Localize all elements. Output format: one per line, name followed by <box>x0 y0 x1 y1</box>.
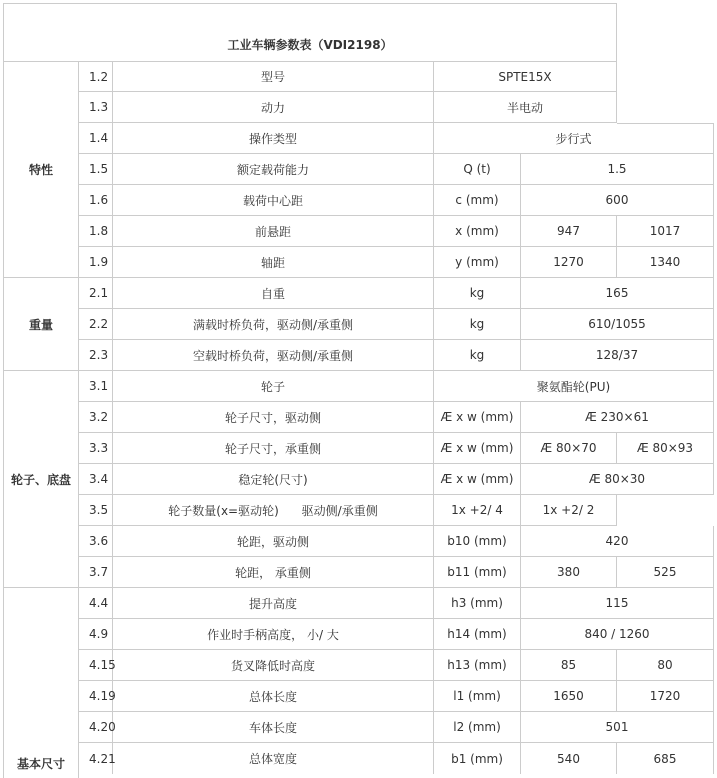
row-unit: 聚氨酯轮(PU) <box>434 371 714 402</box>
row-item-label: 作业时手柄高度， 小/ 大 <box>113 619 434 650</box>
row-number: 2.1 <box>79 278 113 309</box>
row-value: 1720 <box>617 681 714 712</box>
row-unit: c (mm) <box>434 185 521 216</box>
row-number: 3.4 <box>79 464 113 495</box>
row-unit: 1x +2/ 4 <box>434 495 521 526</box>
row-item-label: 载荷中心距 <box>113 185 434 216</box>
row-item-label: 总体宽度 <box>113 743 434 774</box>
row-item-label: 操作类型 <box>113 123 434 154</box>
row-number: 3.3 <box>79 433 113 464</box>
row-value: 1.5 <box>521 154 714 185</box>
row-value: Æ 80×70 <box>521 433 617 464</box>
row-item-label: 动力 <box>113 92 434 123</box>
section-label: 特性 <box>3 62 79 278</box>
row-item-label: 自重 <box>113 278 434 309</box>
row-unit: 半电动 <box>434 92 617 123</box>
row-item-label: 车体长度 <box>113 712 434 743</box>
row-item-label: 额定载荷能力 <box>113 154 434 185</box>
row-unit: h14 (mm) <box>434 619 521 650</box>
row-unit: SPTE15X <box>434 62 617 92</box>
row-value: 1340 <box>617 247 714 278</box>
row-value: 165 <box>521 278 714 309</box>
row-number: 1.6 <box>79 185 113 216</box>
row-number: 1.8 <box>79 216 113 247</box>
row-item-label: 前悬距 <box>113 216 434 247</box>
row-value: 685 <box>617 743 714 774</box>
row-item-label: 型号 <box>113 62 434 92</box>
row-unit: h3 (mm) <box>434 588 521 619</box>
row-item-label: 满载时桥负荷，驱动侧/承重侧 <box>113 309 434 340</box>
row-unit: b11 (mm) <box>434 557 521 588</box>
row-unit: Æ x w (mm) <box>434 464 521 495</box>
row-value: Æ 230×61 <box>521 402 714 433</box>
row-number: 1.3 <box>79 92 113 123</box>
row-number: 4.9 <box>79 619 113 650</box>
row-item-label: 轮距，驱动侧 <box>113 526 434 557</box>
row-value: 525 <box>617 557 714 588</box>
row-number: 2.2 <box>79 309 113 340</box>
row-value: 115 <box>521 588 714 619</box>
row-number: 3.1 <box>79 371 113 402</box>
section-label: 重量 <box>3 278 79 371</box>
row-value: 840 / 1260 <box>521 619 714 650</box>
row-item-label: 轮子尺寸，承重侧 <box>113 433 434 464</box>
row-value: 1017 <box>617 216 714 247</box>
row-unit: kg <box>434 309 521 340</box>
row-value: 1x +2/ 2 <box>521 495 617 526</box>
row-unit: b10 (mm) <box>434 526 521 557</box>
row-value: 540 <box>521 743 617 774</box>
row-unit: l2 (mm) <box>434 712 521 743</box>
row-item-label: 轮子尺寸，驱动侧 <box>113 402 434 433</box>
section-label: 轮子、底盘 <box>3 371 79 588</box>
row-unit: b1 (mm) <box>434 743 521 774</box>
row-number: 1.9 <box>79 247 113 278</box>
row-number: 1.4 <box>79 123 113 154</box>
row-unit: Æ x w (mm) <box>434 433 521 464</box>
row-item-label: 空载时桥负荷，驱动侧/承重侧 <box>113 340 434 371</box>
row-unit: x (mm) <box>434 216 521 247</box>
row-item-label: 提升高度 <box>113 588 434 619</box>
row-number: 3.5 <box>79 495 113 526</box>
row-value: 947 <box>521 216 617 247</box>
row-value: 1270 <box>521 247 617 278</box>
row-unit: h13 (mm) <box>434 650 521 681</box>
row-unit: y (mm) <box>434 247 521 278</box>
spec-table <box>3 3 714 778</box>
section-label: 基本尺寸 <box>3 588 79 778</box>
row-item-label: 货叉降低时高度 <box>113 650 434 681</box>
row-value: Æ 80×93 <box>617 433 714 464</box>
table-title: 工业车辆参数表（VDI2198） <box>3 3 617 62</box>
row-item-label: 总体长度 <box>113 681 434 712</box>
row-item-label: 轴距 <box>113 247 434 278</box>
row-number: 3.7 <box>79 557 113 588</box>
row-value: 128/37 <box>521 340 714 371</box>
row-value: 1650 <box>521 681 617 712</box>
row-item-label: 稳定轮(尺寸) <box>113 464 434 495</box>
row-unit: 步行式 <box>434 123 714 154</box>
row-value: 420 <box>521 526 714 557</box>
row-unit: kg <box>434 340 521 371</box>
row-unit: Q (t) <box>434 154 521 185</box>
row-item-label: 轮子数量(x=驱动轮) 驱动侧/承重侧 <box>113 495 434 526</box>
table-edge <box>617 123 714 124</box>
row-item-label: 轮子 <box>113 371 434 402</box>
row-number: 4.21 <box>79 743 113 774</box>
row-number: 4.19 <box>79 681 113 712</box>
row-unit: kg <box>434 278 521 309</box>
row-number: 4.20 <box>79 712 113 743</box>
row-number: 3.6 <box>79 526 113 557</box>
row-number: 4.15 <box>79 650 113 681</box>
row-number: 1.2 <box>79 62 113 92</box>
row-value: 380 <box>521 557 617 588</box>
row-value: 80 <box>617 650 714 681</box>
row-number: 4.4 <box>79 588 113 619</box>
row-unit: Æ x w (mm) <box>434 402 521 433</box>
row-value: 85 <box>521 650 617 681</box>
row-unit: l1 (mm) <box>434 681 521 712</box>
row-number: 1.5 <box>79 154 113 185</box>
row-number: 3.2 <box>79 402 113 433</box>
row-value: Æ 80×30 <box>521 464 714 495</box>
row-value: 600 <box>521 185 714 216</box>
row-number: 2.3 <box>79 340 113 371</box>
row-item-label: 轮距， 承重侧 <box>113 557 434 588</box>
row-value: 501 <box>521 712 714 743</box>
row-value: 610/1055 <box>521 309 714 340</box>
